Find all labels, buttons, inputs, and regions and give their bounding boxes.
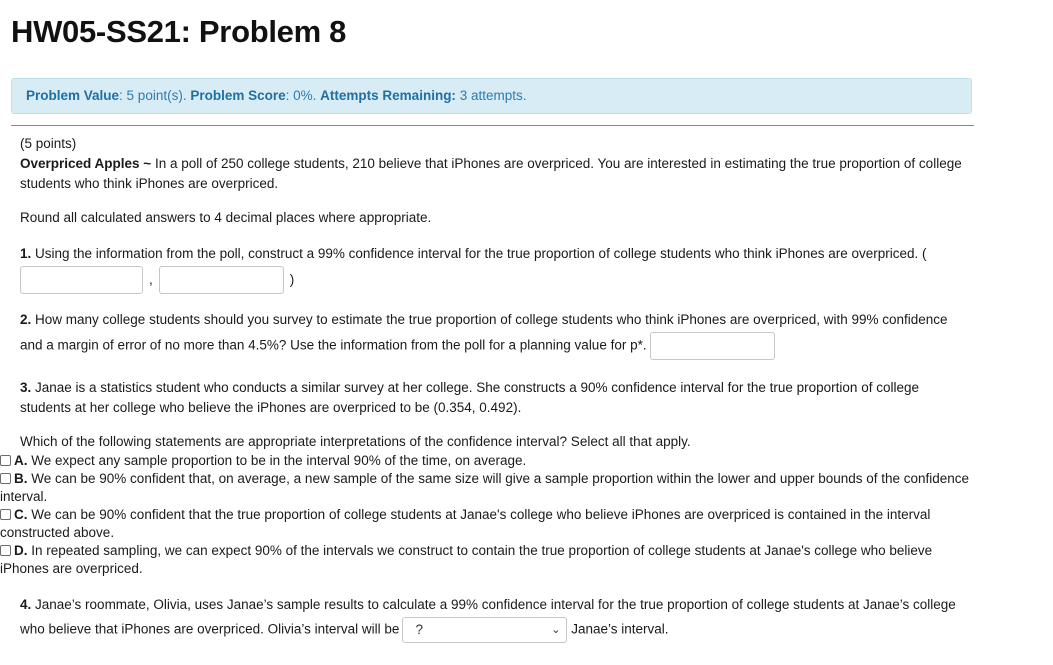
problem-intro [20, 154, 965, 194]
question-1-text: Using the information from the poll, construct a 99% confidence interval for the true proportion of college students who think iPhones are overpriced. [31, 246, 919, 261]
problem-body [0, 134, 970, 643]
question-3-prompt: Which of the following statements are appropriate interpretations of the confidence interval? Select all that apply. [20, 434, 691, 449]
option-a-checkbox[interactable] [0, 455, 11, 466]
divider [11, 125, 974, 126]
problem-score-label: Problem Score [190, 88, 286, 103]
problem-score: : 0%. [285, 88, 317, 103]
attempts-remaining-label: Attempts Remaining: [320, 88, 456, 103]
ci-lower-bound-input[interactable] [20, 266, 143, 294]
question-3-text: Janae is a statistics student who conducts a similar survey at her college. She constructs a 90% confidence interval for the true proportion of college students at her college who believe the iPhones are overpriced to be (0.354, 0.492). [20, 380, 919, 415]
problem-value-label: Problem Value [26, 88, 120, 103]
question-1-number: 1. [20, 246, 32, 261]
interval-close-paren: ) [289, 271, 295, 287]
option-b-letter: B. [14, 471, 28, 486]
option-c [0, 506, 973, 542]
question-3-number: 3. [20, 380, 32, 395]
points-label: (5 points) [20, 136, 77, 151]
interval-comma: , [149, 271, 153, 287]
option-d-text: In repeated sampling, we can expect 90% of the intervals we construct to contain the true proportion of college students at Janae's college who believe iPhones are overpriced. [0, 543, 933, 576]
question-2-number: 2. [20, 312, 32, 327]
interval-open-paren: ( [922, 246, 927, 261]
comparison-select-value: ? [415, 622, 423, 637]
option-d-checkbox[interactable] [0, 545, 11, 556]
option-b-text: We can be 90% confident that, on average, a new sample of the same size will give a sample proportion within the lower and upper bounds of the confidence interval. [0, 471, 970, 504]
problem-intro-text: In a poll of 250 college students, 210 believe that iPhones are overpriced. You are interested in estimating the true proportion of college students who think iPhones are overpriced. [20, 156, 962, 191]
option-a [0, 452, 973, 470]
option-d [0, 542, 973, 578]
page-title: HW05-SS21: Problem 8 [11, 14, 347, 49]
option-a-letter: A. [14, 453, 28, 468]
option-c-text: We can be 90% confident that the true proportion of college students at Janae's college who believe iPhones are overpriced is contained in the interval constructed above. [0, 507, 931, 540]
option-c-letter: C. [14, 507, 28, 522]
chevron-down-icon: ⌄ [551, 624, 561, 636]
sample-size-input[interactable] [650, 332, 775, 360]
problem-info-banner [11, 78, 972, 114]
question-4-number: 4. [20, 597, 32, 612]
ci-upper-bound-input[interactable] [159, 266, 284, 294]
option-c-checkbox[interactable] [0, 509, 11, 520]
question-2-text: How many college students should you survey to estimate the true proportion of college students who think iPhones are overpriced, with 99% confidence and a margin of error of no more than 4.5%? Use the information from the poll for a planning value for p*. [20, 312, 948, 353]
option-b-checkbox[interactable] [0, 473, 11, 484]
option-d-letter: D. [14, 543, 28, 558]
question-2 [20, 308, 965, 360]
question-4 [20, 593, 965, 643]
question-4-after: Janae’s interval. [571, 621, 669, 637]
question-1 [20, 242, 965, 294]
question-3 [20, 378, 965, 418]
comparison-select[interactable] [402, 617, 567, 643]
question-4-text: Janae’s roommate, Olivia, uses Janae’s sample results to calculate a 99% confidence interval for the true proportion of college students at Janae’s college who believe that iPhones are overpriced. Olivia’s interval will be [20, 597, 956, 637]
option-a-text: We expect any sample proportion to be in the interval 90% of the time, on average. [27, 453, 527, 468]
problem-value: : 5 point(s). [119, 88, 187, 103]
round-note: Round all calculated answers to 4 decimal places where appropriate. [20, 210, 432, 225]
attempts-remaining: 3 attempts. [459, 88, 527, 103]
option-b [0, 470, 973, 506]
problem-heading: Overpriced Apples ~ [20, 156, 152, 171]
